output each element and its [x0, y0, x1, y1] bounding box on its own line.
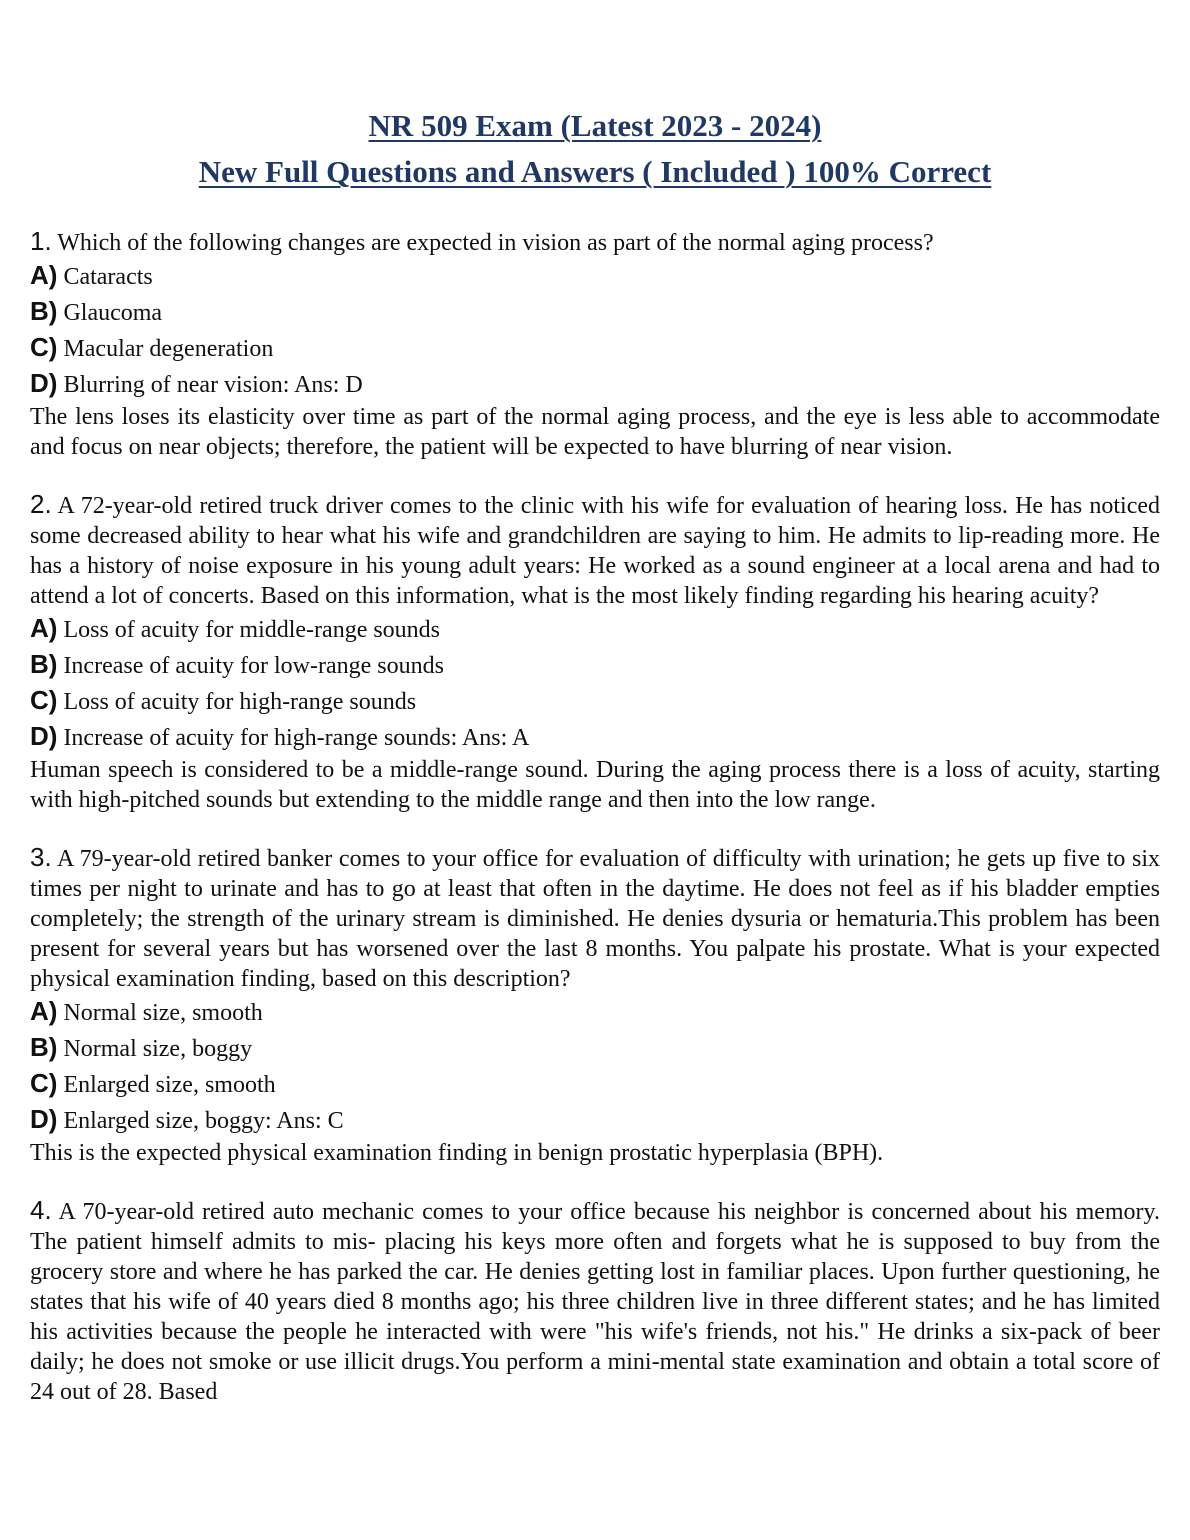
option-letter: C) — [30, 1068, 58, 1098]
question-text: A 79-year-old retired banker comes to your office for evaluation of difficulty with urination; he gets up five to six times per night to urinate and has to go at least that often in the daytime. He does not feel as if his bladder empties completely; the strength of the urinary stream is diminished. He denies dysuria or hematuria.This problem has been present for several years but has worsened over the last 8 months. You palpate his prostate. What is your expected physical examination finding, based on this description? — [30, 846, 1160, 992]
question-2 — [30, 489, 1160, 815]
option-a — [30, 611, 1160, 647]
option-letter: A) — [30, 260, 58, 290]
option-letter: C) — [30, 332, 58, 362]
question-text: A 72-year-old retired truck driver comes to the clinic with his wife for evaluation of hearing loss. He has noticed some decreased ability to hear what his wife and grandchildren are saying to him. He admits to lip-reading more. He has a history of noise exposure in his young adult years: He worked as a sound engineer at a local arena and had to attend a lot of concerts. Based on this information, what is the most likely finding regarding his hearing acuity? — [30, 493, 1161, 609]
option-letter: A) — [30, 996, 58, 1026]
question-number: 3. — [30, 842, 52, 872]
question-3 — [30, 842, 1160, 1168]
option-letter: B) — [30, 1032, 58, 1062]
option-text: Loss of acuity for high-range sounds — [63, 689, 417, 715]
option-a — [30, 258, 1160, 294]
question-number: 4. — [30, 1195, 52, 1225]
option-b — [30, 1030, 1160, 1066]
option-b — [30, 294, 1160, 330]
question-list — [30, 226, 1160, 1434]
document-title-line2: New Full Questions and Answers ( Included ) 100% Correct — [198, 154, 992, 189]
question-1 — [30, 226, 1160, 462]
option-letter: D) — [30, 368, 58, 398]
option-c — [30, 1066, 1160, 1102]
answer-explanation: The lens loses its elasticity over time as part of the normal aging process, and the eye is less able to accommodate and focus on near objects; therefore, the patient will be expected to have blurring of near vision. — [30, 404, 1160, 460]
option-letter: D) — [30, 721, 58, 751]
option-text: Cataracts — [63, 264, 153, 290]
option-text: Increase of acuity for high-range sounds: Ans: A — [63, 725, 530, 751]
option-d — [30, 1102, 1160, 1138]
option-text: Blurring of near vision: Ans: D — [63, 372, 363, 398]
question-text: Which of the following changes are expected in vision as part of the normal aging process? — [57, 230, 934, 256]
option-c — [30, 683, 1160, 719]
answer-explanation: This is the expected physical examination finding in benign prostatic hyperplasia (BPH). — [30, 1140, 884, 1166]
option-text: Normal size, boggy — [63, 1036, 253, 1062]
question-1-stem — [30, 226, 1160, 258]
option-text: Glaucoma — [63, 300, 163, 326]
question-number: 1. — [30, 226, 52, 256]
option-a — [30, 994, 1160, 1030]
option-letter: B) — [30, 649, 58, 679]
option-letter: B) — [30, 296, 58, 326]
option-letter: D) — [30, 1104, 58, 1134]
option-letter: C) — [30, 685, 58, 715]
option-text: Macular degeneration — [63, 336, 274, 362]
answer-explanation: Human speech is considered to be a middle-range sound. During the aging process there is a loss of acuity, starting with high-pitched sounds but extending to the middle range and then into the low range. — [30, 757, 1160, 813]
option-c — [30, 330, 1160, 366]
question-number: 2. — [30, 489, 52, 519]
option-b — [30, 647, 1160, 683]
option-letter: A) — [30, 613, 58, 643]
option-d — [30, 366, 1160, 402]
document-title-line1: NR 509 Exam (Latest 2023 - 2024) — [368, 108, 822, 143]
option-text: Loss of acuity for middle-range sounds — [63, 617, 441, 643]
option-text: Enlarged size, boggy: Ans: C — [63, 1108, 344, 1134]
question-2-stem — [30, 489, 1160, 611]
question-3-stem — [30, 842, 1160, 994]
option-text: Increase of acuity for low-range sounds — [63, 653, 444, 679]
question-text: A 70-year-old retired auto mechanic comes to your office because his neighbor is concerned about his memory. The patient himself admits to mis- placing his keys more often and forgets what he is supposed to buy from the grocery store and where he has parked the car. He denies getting lost in familiar places. Upon further questioning, he states that his wife of 40 years died 8 months ago; his three children live in three different states; and he has limited his activities because the people he interacted with were "his wife's friends, not his." He drinks a six-pack of beer daily; he does not smoke or use illicit drugs.You perform a mini-mental state examination and obtain a total score of 24 out of 28. Based — [30, 1199, 1160, 1405]
question-4 — [30, 1195, 1160, 1407]
option-text: Normal size, smooth — [63, 1000, 263, 1026]
question-4-stem — [30, 1195, 1160, 1407]
option-text: Enlarged size, smooth — [63, 1072, 276, 1098]
option-d — [30, 719, 1160, 755]
